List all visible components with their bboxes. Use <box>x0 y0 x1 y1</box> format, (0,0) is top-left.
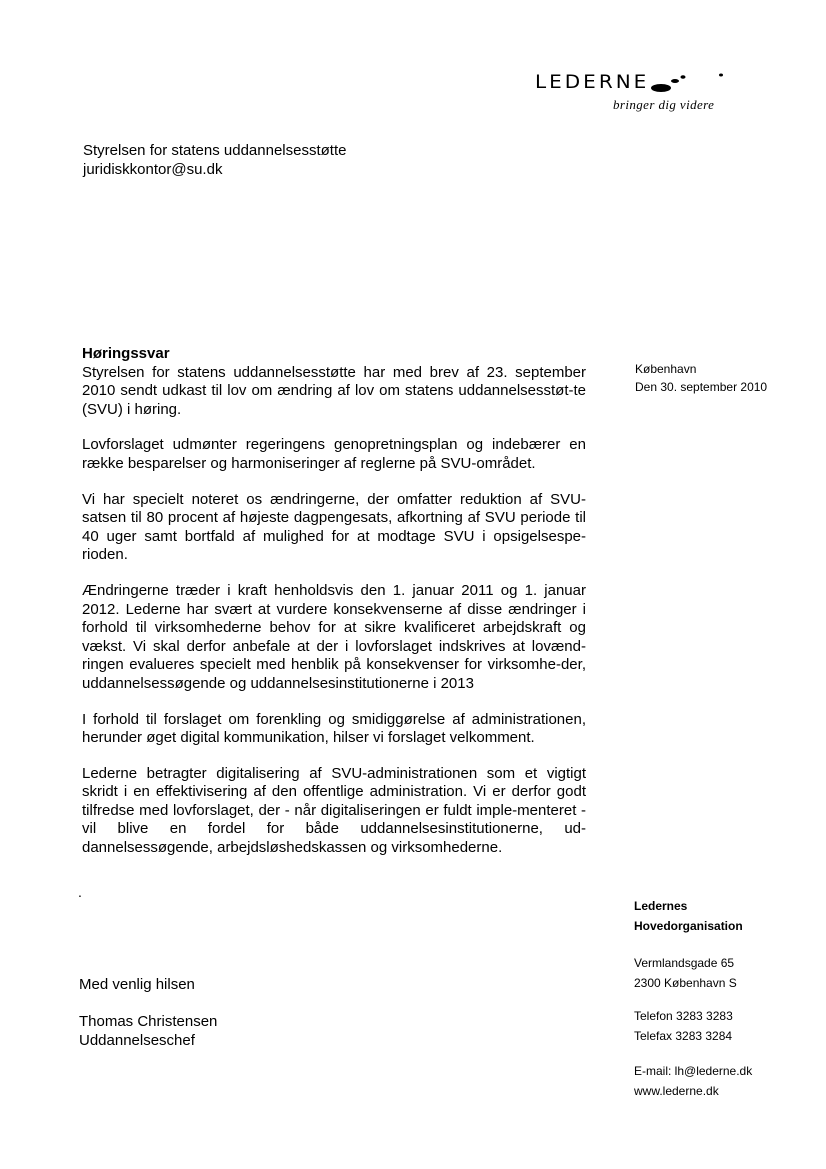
logo-wordmark: LEDERNE <box>535 70 650 93</box>
logo-tagline: bringer dig videre <box>613 97 715 112</box>
letter-paragraph: I forhold til forslaget om forenkling og smidiggørelse af administrationen, herunder øget digital kommunikation, hilser vi forslaget velkomment. <box>82 710 586 747</box>
org-name-line1: Ledernes <box>634 899 688 913</box>
letter-paragraph: Lederne betragter digitalisering af SVU-administrationen som et vigtigt skridt i en effektivisering af den offentlige administration. Vi er derfor godt tilfredse med lovforslaget, der - når digitaliseringen er fuldt imple-menteret - vil blive en fordel for både uddannelsesinstitutionerne, ud-dannelsessøgende, arbejdsløshedskassen og virksomhederne. <box>82 764 586 857</box>
stray-mark: . <box>78 884 82 900</box>
recipient-block <box>83 141 346 179</box>
closing-block <box>79 975 217 1050</box>
letter-paragraph: Vi har specielt noteret os ændringerne, der omfatter reduktion af SVU-satsen til 80 procent af højeste dagpengesats, afkortning af SVU periode til 40 uger samt bortfald af mulighed for at modtage SVU i opsigelsespe-rioden. <box>82 490 586 564</box>
lederne-logo <box>535 70 740 120</box>
recipient-name: Styrelsen for statens uddannelsesstøtte <box>83 142 347 159</box>
closing-greeting: Med venlig hilsen <box>79 976 195 993</box>
org-web: www.lederne.dk <box>634 1083 719 1098</box>
org-name-line2: Hovedorganisation <box>634 918 743 933</box>
logo-dots-icon <box>651 72 741 94</box>
letter-date: Den 30. september 2010 <box>635 380 768 394</box>
signer-name: Thomas Christensen <box>79 1013 218 1030</box>
place-city: København <box>635 362 697 376</box>
organization-contact <box>634 897 752 1101</box>
letter-paragraph: Styrelsen for statens uddannelsesstøtte har med brev af 23. september 2010 sendt udkast til lov om ændring af lov om statens uddannelsesstøt-te (SVU) i høring. <box>82 363 586 418</box>
org-street: Vermlandsgade 65 <box>634 956 735 970</box>
signer-title: Uddannelseschef <box>79 1032 195 1049</box>
org-fax: Telefax 3283 3284 <box>634 1028 733 1043</box>
place-date <box>635 360 767 396</box>
org-email: E-mail: lh@lederne.dk <box>634 1064 753 1078</box>
org-phone: Telefon 3283 3283 <box>634 1009 733 1023</box>
letter-paragraph: Lovforslaget udmønter regeringens genopretningsplan og indebærer en række besparelser og harmoniseringer af reglerne på SVU-området. <box>82 436 586 472</box>
letter-body <box>82 345 586 875</box>
letter-heading: Høringssvar <box>82 345 170 362</box>
recipient-email: juridiskkontor@su.dk <box>83 161 223 178</box>
letter-paragraph: Ændringerne træder i kraft henholdsvis den 1. januar 2011 og 1. januar 2012. Lederne har svært at vurdere konsekvenserne af disse ændringer i forhold til virksomhederne behov for at sikre kvalificeret arbejdskraft og vækst. Vi skal derfor anbefale at der i lovforslaget indskrives at lovænd-ringen evalueres specielt med henblik på konsekvenser for virksomhe-der, uddannelsessøgende og uddannelsesinstitutionerne i 2013 <box>82 581 586 692</box>
org-postal: 2300 København S <box>634 975 737 990</box>
